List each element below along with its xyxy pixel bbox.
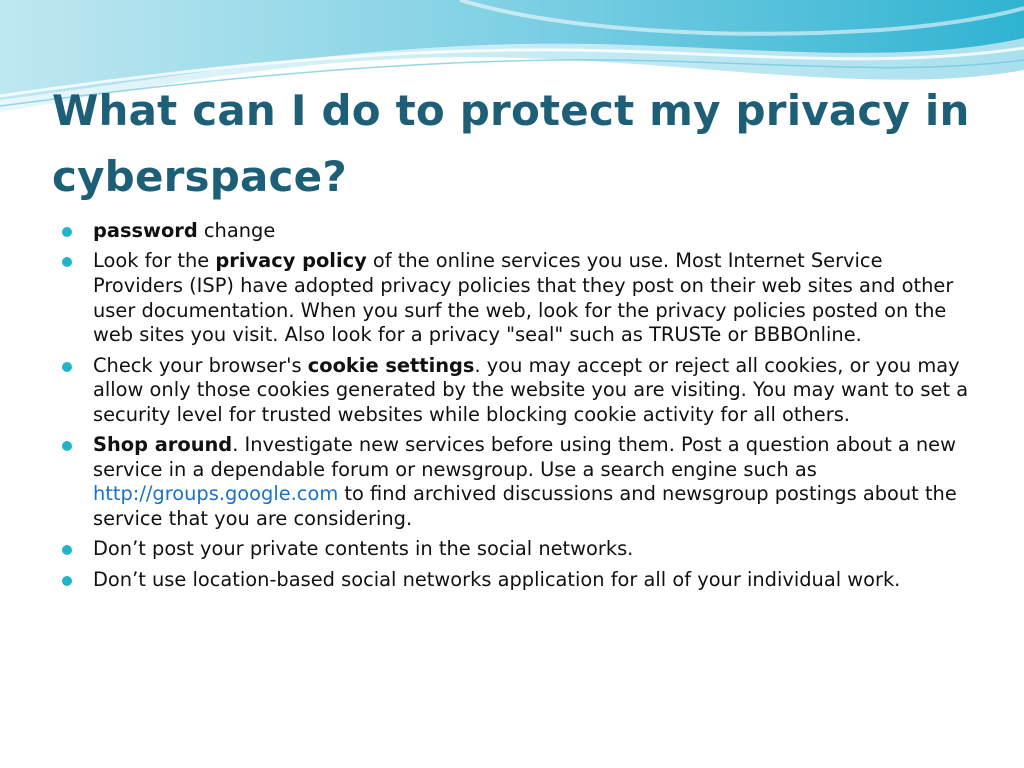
- bullet-item-social-networks: [62, 537, 972, 562]
- bullet-list: [62, 219, 972, 598]
- bullet-text: [93, 354, 968, 426]
- bullet-item-password: [62, 219, 972, 244]
- bold-term: cookie settings: [307, 353, 475, 377]
- bullet-text: Don’t use location-based social networks application for all of your individual work.: [93, 567, 901, 591]
- bullet-dot-icon: [62, 545, 72, 555]
- text-segment: change: [197, 219, 276, 242]
- bullet-dot-icon: [62, 576, 72, 586]
- slide-title: What can I do to protect my privacy in cyberspace?: [52, 86, 970, 201]
- text-segment: . Investigate new services before using them. Post a question about a new service in a dependable forum or newsgroup. Use a search engine such as: [93, 433, 956, 481]
- bullet-dot-icon: [62, 227, 72, 237]
- bullet-item-privacy-policy: [62, 249, 972, 347]
- bullet-text: Don’t post your private contents in the social networks.: [93, 537, 634, 561]
- text-segment: to find archived discussions and newsgroup postings about the service that you are considering.: [93, 482, 957, 530]
- bullet-dot-icon: [62, 441, 72, 451]
- text-segment: Look for the: [93, 249, 216, 273]
- text-segment: of the online services you use. Most Internet Service Providers (ISP) have adopted privacy policies that they post on their web sites and other user documentation. When you surf the web, look for the privacy policies posted on the web sites you visit. Also look for a privacy "seal" such as TRUSTe or BBBOnline.: [93, 249, 954, 347]
- bold-term: privacy policy: [215, 249, 367, 273]
- bullet-dot-icon: [62, 362, 72, 372]
- bullet-item-cookie-settings: [62, 354, 972, 428]
- google-groups-link[interactable]: http://groups.google.com: [93, 482, 339, 506]
- bullet-text: [93, 433, 957, 530]
- bullet-item-location-based: [62, 568, 972, 593]
- bullet-text: [93, 219, 275, 242]
- bold-term: Shop around: [93, 433, 233, 457]
- bullet-dot-icon: [62, 257, 72, 267]
- text-segment: . you may accept or reject all cookies, or you may allow only those cookies generated by the website you are visiting. You may want to set a security level for trusted websites while blocking cookie activity for all others.: [93, 353, 969, 426]
- bold-term: password: [93, 219, 198, 242]
- text-segment: Check your browser's: [93, 353, 308, 377]
- bullet-text: [93, 249, 953, 346]
- bullet-item-shop-around: [62, 433, 972, 531]
